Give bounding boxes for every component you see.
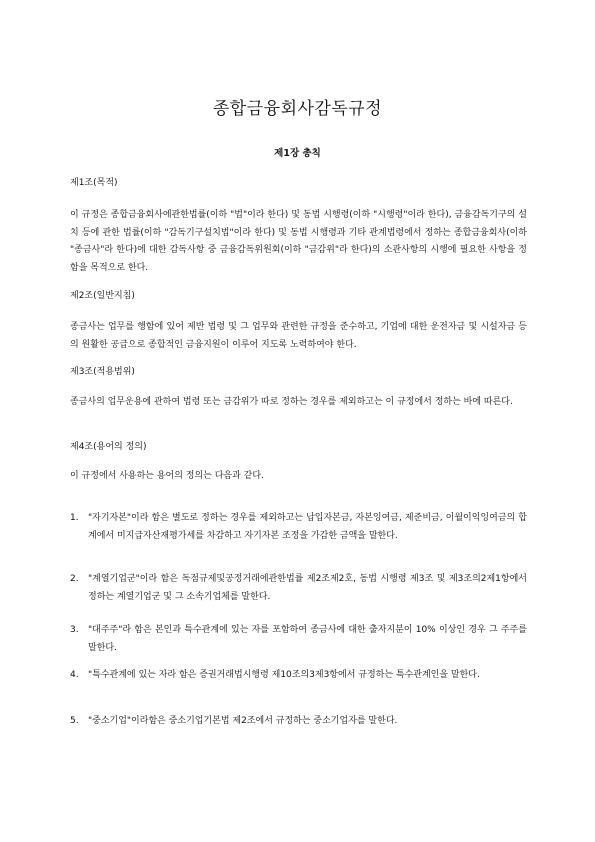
document-title: 종합금융회사감독규정 (212, 99, 383, 119)
definition-item (70, 667, 527, 685)
definition-text: "계열기업군"이라 함은 독점규제및공정거래에관한법률 제2조제2호, 동법 시행령 제3조 및 제3조의2제1항에서 정하는 계열기업군 및 그 소속기업체를 말한다. (88, 574, 527, 602)
definition-text: "자기자본"이라 함은 별도로 정하는 경우를 제외하고는 납입자본금, 자본잉여금, 제준비금, 이월이익잉여금의 합계에서 미지급자산재평가세를 차감하고 자기자본 조정을 가감한 금액을 말한다. (88, 513, 527, 541)
definition-number: 1. (70, 513, 79, 523)
definition-text: "대주주"라 함은 본인과 특수관계에 있는 자를 포함하여 종금사에 대한 출자지분이 10% 이상인 경우 그 주주를 말한다. (88, 625, 527, 653)
article-2-body: 종금사는 업무를 행함에 있어 제반 법령 및 그 업무와 관련한 규정을 준수하고, 기업에 대한 운전자금 및 시설자금 등의 원활한 공급으로 종합적인 금융지원이 이루어 지도록 노력하여야 한다. (70, 322, 527, 350)
definition-text: "특수관계에 있는 자라 함은 증권거래법시행령 제10조의3제3항에서 규정하는 특수관계인을 말한다. (88, 670, 480, 680)
article-2-heading: 제2조(일반지침) (70, 291, 135, 301)
definition-item (70, 713, 527, 731)
definition-item (70, 571, 527, 606)
article-1-body: 이 규정은 종합금융회사에관한법률(이하 "법"이라 한다) 및 동법 시행령(이하 "시행령"이라 한다), 금융감독기구의 설치 등에 관한 법률(이하 "감독기구설치법"이라 한다) 및 동법 시행령과 기타 관계법령에서 정하는 종합금융회사(이하 "종금사"라 한다)에 대한 감독사항 중 금융감독위원회(이하 "금감위"라 한다)의 소관사항의 시행에 필요한 사항을 정함을 목적으로 한다. (70, 210, 527, 273)
article-3-body: 종금사의 업무운용에 관하여 법령 또는 금감위가 따로 정하는 경우를 제외하고는 이 규정에서 정하는 바에 따른다. (70, 397, 513, 407)
article-4-heading: 제4조(용어의 정의) (70, 442, 147, 452)
definition-item (70, 622, 527, 657)
article-1-heading: 제1조(목적) (70, 178, 118, 188)
definition-number: 3. (70, 625, 79, 635)
definition-number: 2. (70, 574, 79, 584)
article-3-heading: 제3조(적용범위) (70, 367, 135, 377)
definition-text: "중소기업"이라함은 중소기업기본법 제2조에서 규정하는 중소기업자를 말한다. (88, 716, 398, 726)
definition-number: 5. (70, 716, 79, 726)
definition-number: 4. (70, 670, 79, 680)
article-4-body: 이 규정에서 사용하는 용어의 정의는 다음과 같다. (70, 471, 264, 481)
chapter-heading: 제1장 총칙 (274, 148, 321, 159)
definition-item (70, 510, 527, 545)
